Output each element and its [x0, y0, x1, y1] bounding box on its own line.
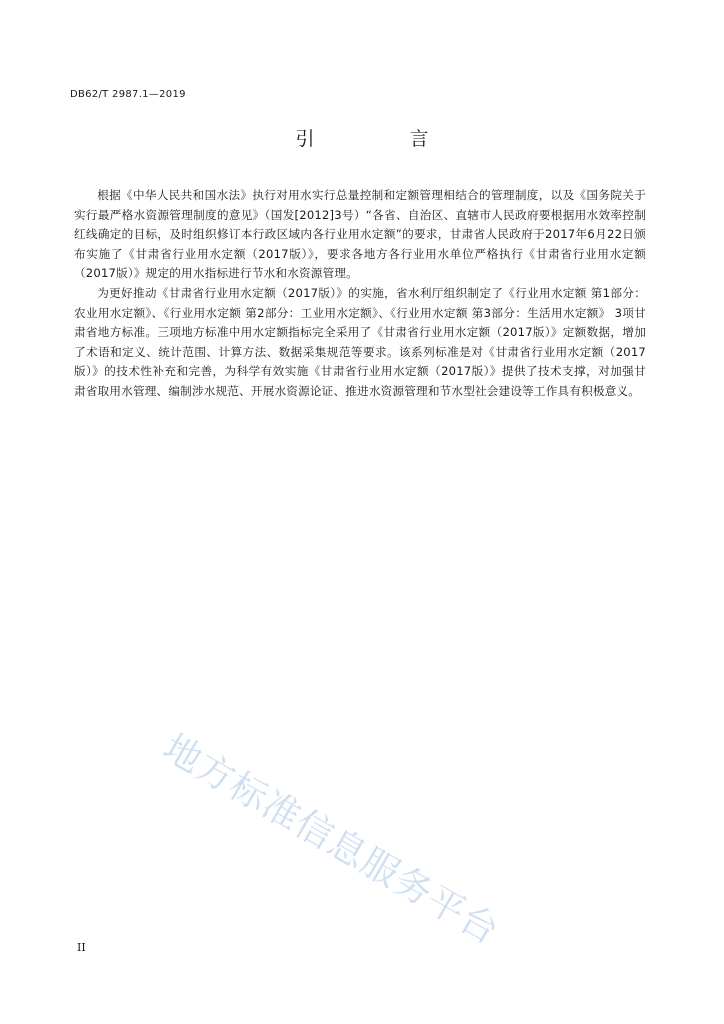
page-number: II	[77, 941, 86, 954]
watermark-text: 地方标准信息服务平台	[156, 725, 507, 954]
body-text	[74, 186, 646, 402]
section-title: 引 言	[295, 128, 467, 150]
paragraph-1: 根据《中华人民共和国水法》执行对用水实行总量控制和定额管理相结合的管理制度，以及《国务院关于实行最严格水资源管理制度的意见》（国发[2012]3号）“各省、自治区、直辖市人民政府要根据用水效率控制红线确定的目标，及时组织修订本行政区域内各行业用水定额”的要求，甘肃省人民政府于2017年6月22日颁布实施了《甘肃省行业用水定额（2017版）》，要求各地方各行业用水单位严格执行《甘肃省行业用水定额（2017版）》规定的用水指标进行节水和水资源管理。	[74, 188, 646, 281]
paragraph-2: 为更好推动《甘肃省行业用水定额（2017版）》的实施，省水利厅组织制定了《行业用水定额 第1部分：农业用水定额》、《行业用水定额 第2部分：工业用水定额》、《行业用水定额 第3部分：生活用水定额》 3项甘肃省地方标准。三项地方标准中用水定额指标完全采用了《甘肃省行业用水定额（2017版）》定额数据，增加了术语和定义、统计范围、计算方法、数据采集规范等要求。该系列标准是对《甘肃省行业用水定额（2017版）》的技术性补充和完善，为科学有效实施《甘肃省行业用水定额（2017版）》提供了技术支撑，对加强甘肃省取用水管理、编制涉水规范、开展水资源论证、推进水资源管理和节水型社会建设等工作具有积极意义。	[74, 285, 646, 398]
standard-code: DB62/T 2987.1—2019	[70, 89, 186, 100]
